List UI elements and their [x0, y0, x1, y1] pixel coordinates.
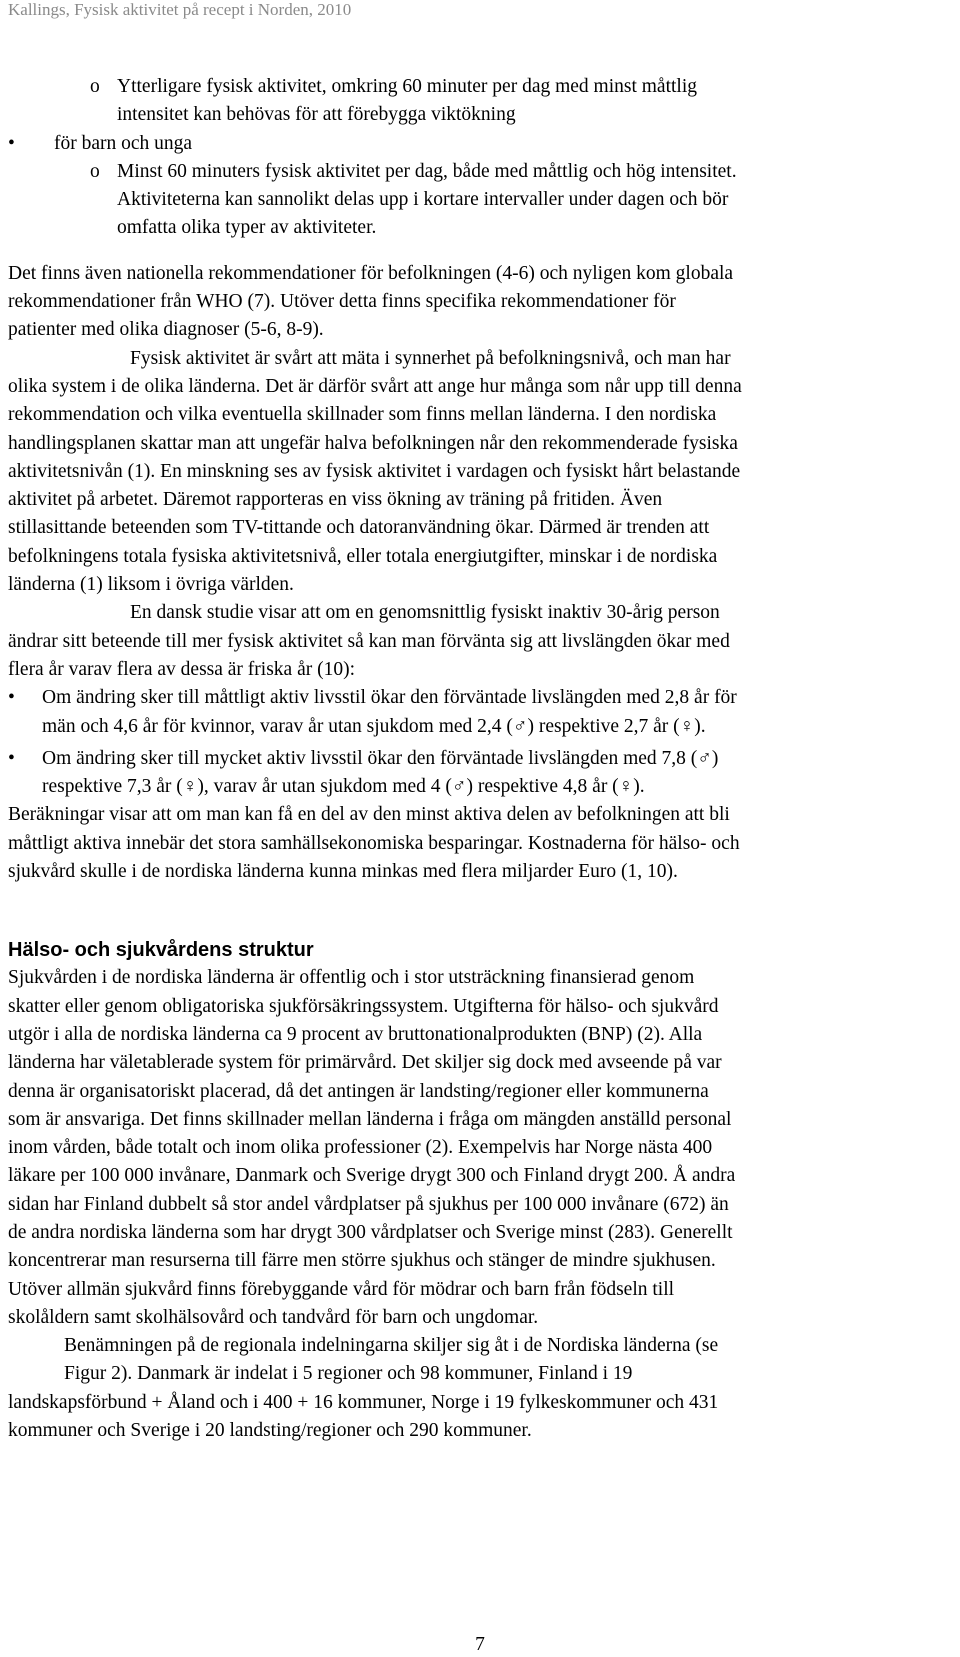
- text-line: En dansk studie visar att om en genomsnittlig fysiskt inaktiv 30-årig person: [130, 602, 720, 624]
- text-line: länderna (1) liksom i övriga världen.: [8, 574, 294, 596]
- paragraph: [8, 260, 953, 345]
- list-item: [8, 158, 953, 243]
- running-header: Kallings, Fysisk aktivitet på recept i Norden, 2010: [8, 0, 352, 19]
- list-item: [8, 130, 953, 158]
- text-line: måttligt aktiva innebär det stora samhällsekonomiska besparingar. Kostnaderna för hälso- och: [8, 832, 740, 854]
- text-line: Sjukvården i de nordiska länderna är offentlig och i stor utsträckning finansierad genom: [8, 967, 695, 989]
- text-line: olika system i de olika länderna. Det är därför svårt att ange hur många som når upp till denna: [8, 375, 742, 397]
- text-line: Ytterligare fysisk aktivitet, omkring 60 minuter per dag med minst måttlig: [117, 76, 698, 97]
- text-line: Benämningen på de regionala indelningarna skiljer sig åt i de Nordiska länderna (se: [64, 1335, 719, 1357]
- text-line: de andra nordiska länderna som har drygt 300 vårdplatser och Sverige minst (283). Generellt: [8, 1221, 733, 1243]
- page-number: 7: [475, 1634, 485, 1655]
- text-line: länderna har väletablerade system för primärvård. Det skiljer sig dock med avseende på var: [8, 1052, 722, 1074]
- text-line: Fysisk aktivitet är svårt att mäta i synnerhet på befolkningsnivå, och man har: [130, 347, 731, 369]
- text-line: kommuner och Sverige i 20 landsting/regioner och 290 kommuner.: [8, 1420, 532, 1442]
- text-line: Figur 2). Danmark är indelat i 5 regioner och 98 kommuner, Finland i 19: [64, 1363, 633, 1385]
- text-line: befolkningens totala fysiska aktivitetsnivå, eller totala energiutgifter, minskar i de nordiska: [8, 545, 718, 567]
- list-item: [8, 684, 953, 741]
- text-line: skolåldern samt skolhälsovård och tandvård för barn och ungdomar.: [8, 1306, 539, 1328]
- text-line: skatter eller genom obligatoriska sjukförsäkringssystem. Utgifterna för hälso- och sjukvård: [8, 995, 719, 1017]
- bullet-icon: •: [8, 747, 15, 769]
- circle-bullet-icon: o: [90, 160, 100, 182]
- text-line: handlingsplanen skattar man att ungefär halva befolkningen når den rekommenderade fysiska: [8, 432, 738, 454]
- text-line: landskapsförbund + Åland och i 400 + 16 kommuner, Norge i 19 fylkeskommuner och 431: [8, 1391, 719, 1413]
- bullet-icon: •: [8, 132, 15, 154]
- paragraph: [8, 599, 953, 684]
- text-line: sjukvård skulle i de nordiska länderna kunna minkas med flera miljarder Euro (1, 10).: [8, 861, 678, 883]
- text-line: Aktiviteterna kan sannolikt delas upp i kortare intervaller under dagen och bör: [117, 189, 729, 211]
- text-line: sidan har Finland dubbelt så stor andel vårdplatser på sjukhus per 100 000 invånare (672) än: [8, 1193, 729, 1215]
- text-line: rekommendation och vilka eventuella skillnader som finns mellan länderna. I den nordiska: [8, 404, 717, 426]
- text-line: utgör i alla de nordiska länderna ca 9 procent av bruttonationalprodukten (BNP) (2). Alla: [8, 1023, 703, 1045]
- text-line: inom vården, både totalt och inom olika professioner (2). Exempelvis har Norge nästa 400: [8, 1137, 713, 1159]
- text-line: ändrar sitt beteende till mer fysisk aktivitet så kan man förvänta sig att livslängden ökar med: [8, 630, 730, 652]
- text-line: Beräkningar visar att om man kan få en del av den minst aktiva delen av befolkningen att bli: [8, 804, 730, 826]
- list-item: [8, 73, 953, 130]
- paragraph: [8, 1332, 953, 1445]
- text-line: koncentrerar man resurserna till färre men större sjukhus och stänger de mindre sjukhusen.: [8, 1250, 716, 1272]
- text-line: denna är organisatoriskt placerad, då det antingen är landsting/regioner eller kommunerna: [8, 1080, 709, 1102]
- text-line: för barn och unga: [54, 132, 193, 154]
- page-body: [8, 73, 953, 1445]
- paragraph: [8, 964, 953, 1332]
- text-line: intensitet kan behövas för att förebygga viktökning: [117, 104, 516, 126]
- text-line: respektive 7,3 år (♀), varav år utan sjukdom med 4 (♂) respektive 4,8 år (♀).: [42, 776, 645, 798]
- text-line: läkare per 100 000 invånare, Danmark och Sverige drygt 300 och Finland drygt 200. Å andra: [8, 1165, 736, 1187]
- text-line: Det finns även nationella rekommendationer för befolkningen (4-6) och nyligen kom globala: [8, 262, 734, 284]
- paragraph: [8, 801, 953, 886]
- text-line: stillasittande beteenden som TV-tittande och datoranvändning ökar. Därmed är trenden att: [8, 517, 710, 539]
- text-line: aktivitet på arbetet. Däremot rapporteras en viss ökning av träning på fritiden. Även: [8, 489, 663, 511]
- text-line: patienter med olika diagnoser (5-6, 8-9).: [8, 319, 324, 341]
- text-line: Utöver allmän sjukvård finns förebyggande vård för mödrar och barn från födseln till: [8, 1278, 675, 1300]
- text-line: som är ansvariga. Det finns skillnader mellan länderna i fråga om mängden anställd personal: [8, 1108, 732, 1130]
- text-line: Minst 60 minuters fysisk aktivitet per dag, både med måttlig och hög intensitet.: [117, 160, 737, 182]
- text-line: omfatta olika typer av aktiviteter.: [117, 217, 377, 239]
- text-line: män och 4,6 år för kvinnor, varav år utan sjukdom med 2,4 (♂) respektive 2,7 år (♀).: [42, 715, 706, 737]
- text-line: flera år varav flera av dessa är friska år (10):: [8, 658, 356, 680]
- circle-bullet-icon: o: [90, 76, 100, 97]
- section-heading: Hälso- och sjukvårdens struktur: [8, 939, 314, 962]
- text-line: aktivitetsnivån (1). En minskning ses av fysisk aktivitet i vardagen och fysiskt hårt belastande: [8, 460, 741, 482]
- text-line: Om ändring sker till måttligt aktiv livsstil ökar den förväntade livslängden med 2,8 år för: [42, 687, 737, 709]
- text-line: rekommendationer från WHO (7). Utöver detta finns specifika rekommendationer för: [8, 291, 676, 313]
- paragraph: [8, 345, 953, 600]
- list-item: [8, 745, 953, 802]
- bullet-icon: •: [8, 687, 15, 709]
- text-line: Om ändring sker till mycket aktiv livsstil ökar den förväntade livslängden med 7,8 (♂): [42, 747, 719, 769]
